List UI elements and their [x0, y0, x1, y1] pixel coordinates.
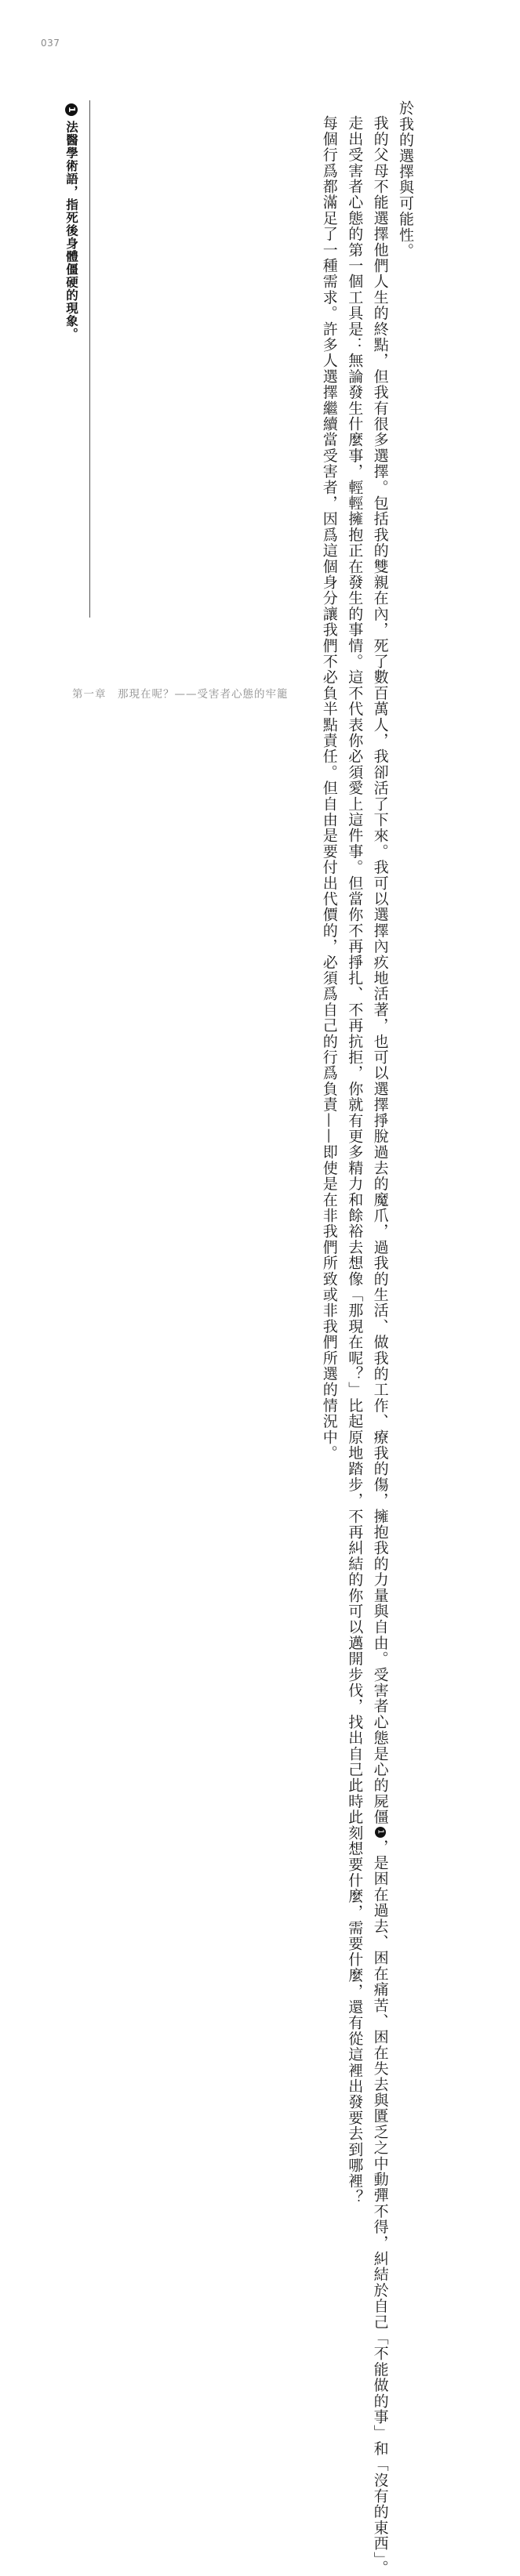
paragraph-text: 我的父母不能選擇他們人生的終點，但我有很多選擇。包括我的雙親在內，死了數百萬人，我卻活了下來。我可以選擇內疚地活著，也可以選擇掙脫過去的魔爪，過我的生活、做我的工作、療我的傷，擁抱我的力量與自由。受害者心態是心的屍僵 — [371, 115, 389, 1825]
paragraph: 走出受害者心態的第一個工具是：無論發生什麼事，輕輕擁抱正在發生的事情。這不代表你必須愛上這件事。但當你不再掙扎、不再抗拒，你就有更多精力和餘裕去想像「那現在呢？」比起原地踏步，不再糾結的你可以邁開步伐，找出自己此時此刻想要什麼，需要什麼，還有從這裡出發要去到哪裡？ — [346, 115, 364, 2205]
footnote-separator — [89, 100, 90, 618]
footnote-marker: 1 — [65, 103, 78, 116]
paragraph-text: ，是困在過去、困在痛苦、困在失去與匱乏之中動彈不得，糾結於自己「不能做的事」和「沒有的東西」。 — [371, 1839, 389, 2576]
paragraph: 於我的選擇與可能性。 — [397, 100, 414, 259]
footnote-reference-marker: 1 — [375, 1827, 386, 1838]
footnote-text: 法醫學術語，指死後身體僵硬的現象。 — [64, 121, 78, 341]
body-text — [316, 100, 418, 2576]
paragraph — [367, 100, 392, 2576]
page-number: 037 — [41, 38, 60, 49]
paragraph: 每個行爲都滿足了一種需求。許多人選擇繼續當受害者，因爲這個身分讓我們不必負半點責任。但自由是要付出代價的，必須爲自己的行爲負責——即使是在非我們所致或非我們所選的情況中。 — [320, 115, 338, 1461]
running-footer: 第一章 那現在呢？——受害者心態的牢籠 — [72, 688, 289, 701]
footnote — [63, 102, 80, 341]
